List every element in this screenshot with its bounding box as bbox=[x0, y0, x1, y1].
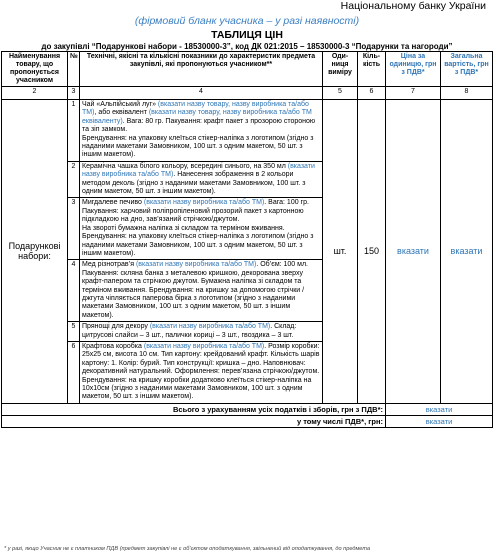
placeholder-hint: (вказати назву виробника та/або ТМ) bbox=[135, 261, 257, 269]
price-table bbox=[1, 51, 493, 428]
total-value: вказати bbox=[386, 403, 493, 415]
spec-text: . Вага: 100 гр. Пакування: харчовий поліпропіленовий прозорий пакет з картонною підкладкою на дно, зав’язаний стрічкою/джутом. bbox=[82, 199, 309, 224]
column-number-row bbox=[2, 87, 493, 100]
placeholder-hint: (вказати назву товару, назву виробника та/або ТМ еквіваленту) bbox=[82, 109, 312, 125]
addressee: Національному банку України bbox=[340, 0, 486, 12]
col-header-price: Ціна за одиницю, грн з ПДВ* bbox=[386, 52, 441, 87]
item-number: 5 bbox=[68, 322, 80, 342]
col-number: 8 bbox=[441, 87, 493, 100]
col-number: 3 bbox=[68, 87, 80, 100]
price-cell: вказати bbox=[386, 100, 441, 404]
vat-row bbox=[2, 415, 493, 427]
spec-text: Мед різнотрав’я bbox=[82, 261, 136, 269]
col-header-name: Найменування товару, що пропонується учасником bbox=[2, 52, 68, 87]
spec-text: Мигдалеве печиво bbox=[82, 199, 144, 207]
item-row bbox=[2, 100, 493, 162]
col-header-total: Загальна вартість, грн з ПДВ* bbox=[441, 52, 493, 87]
col-header-specs: Технічні, якісні та кількісні показники до характеристик предмета закупівлі, які пропонуються учасником** bbox=[80, 52, 323, 87]
col-number: 5 bbox=[323, 87, 358, 100]
spec-text: . Склад: цитрусові слайси – 3 шт., палички кориці – 3 шт., гвоздика – 3 шт. bbox=[82, 323, 297, 339]
total-row bbox=[2, 403, 493, 415]
item-description bbox=[80, 100, 323, 162]
spec-text: . Нанесення зображення в 2 кольори методом деколь (згідно з наданими макетами Замовником, 100 шт. з одним макетом, 50 шт. з іншим макетом). bbox=[82, 171, 306, 196]
item-description bbox=[80, 161, 323, 198]
item-number: 6 bbox=[68, 341, 80, 403]
placeholder-hint: (вказати назву виробника та/або ТМ) bbox=[143, 199, 265, 207]
document-title: ТАБЛИЦЯ ЦІН bbox=[211, 29, 283, 41]
col-header-unit: Оди-ниця виміру bbox=[323, 52, 358, 87]
vat-label: у тому числі ПДВ*, грн: bbox=[2, 415, 386, 427]
col-number: 6 bbox=[358, 87, 386, 100]
placeholder-hint: (вказати назву виробника та/або ТМ) bbox=[149, 323, 271, 331]
spec-text: . Розмір коробки: 25х25 см, висота 10 см. Тип картону: крейдований крафт. Кількість шарів картону: 1. Колір: бурий. Тип конструкції: кришка – дно. Наповнювач: декоративний натуральний. Оформлення: перев’язана стрічкою/джутом. Брендування: на кришку коробки додатково клеїться стікер-наліпка на 10х10см (згідно з наданими макетами Замовником, 100 шт. з одним макетом, 50 шт. з іншим макетом). bbox=[82, 342, 320, 401]
col-header-no: № bbox=[68, 52, 80, 87]
spec-text: Брендування: на упаковку клеїться стікер-наліпка з логотипом (згідно з наданими макетами Замовником, 100 шт. з одним макетом, 50 шт. з іншим макетом). bbox=[82, 134, 314, 159]
total-label: Всього з урахуванням усіх податків і зборів, грн з ПДВ*: bbox=[2, 403, 386, 415]
item-description bbox=[80, 260, 323, 322]
letterhead-note: (фірмовий бланк учасника – у разі наявності) bbox=[134, 15, 360, 27]
spec-text: Крафтова коробка bbox=[82, 342, 144, 350]
col-number: 7 bbox=[386, 87, 441, 100]
item-number: 1 bbox=[68, 100, 80, 162]
item-number: 3 bbox=[68, 198, 80, 260]
placeholder-hint: (вказати назву товару, назву виробника та/або ТМ) bbox=[82, 101, 309, 117]
spec-text: . Об’єм: 100 мл. Пакування: скляна банка з металевою кришкою, декорована зверху крафт-папером та стрічкою джутом. Бумажна наліпка зі складом та терміном вживання. Брендування: на кришку за допомогою стрічки /джгута чіпляється паперова бірка з логотипом (згідно з наданими макетами Замовником, 100 шт. з одним макетом, 50 шт. з іншим макетом). bbox=[82, 261, 308, 319]
procurement-line: до закупівлі “Подарункові набори - 18530000-3”, код ДК 021:2015 – 18530000-3 “Подарунки та нагороди” bbox=[41, 42, 453, 51]
item-description bbox=[80, 198, 323, 260]
spec-text: . Вага: 80 гр. Пакування: крафт пакет з прозорою стороною та зіп замком. bbox=[82, 117, 316, 134]
spec-text: На звороті бумажна наліпка зі складом та терміном вживання. Брендування: на упаковку клеїться стікер-наліпка з логотипом (згідно з наданими макетами Замовником, 100 шт. з одним макетом, 50 шт. з іншим макетом). bbox=[82, 224, 314, 257]
spec-text: , або еквівалент bbox=[94, 109, 149, 117]
placeholder-hint: (вказати назву виробника та/або ТМ) bbox=[82, 162, 315, 179]
product-name: Подарункові набори: bbox=[2, 100, 68, 404]
spec-text: Чай «Альпійський луг» bbox=[82, 101, 158, 108]
spec-text: Прянощі для декору bbox=[82, 323, 150, 331]
item-number: 4 bbox=[68, 260, 80, 322]
spec-text: Керамічна чашка білого кольору, всередині синього, на 350 мл bbox=[82, 162, 288, 170]
total-cell: вказати bbox=[441, 100, 493, 404]
col-number: 4 bbox=[80, 87, 323, 100]
unit-cell: шт. bbox=[323, 100, 358, 404]
item-number: 2 bbox=[68, 161, 80, 198]
quantity-cell: 150 bbox=[358, 100, 386, 404]
col-header-qty: Кіль-кість bbox=[358, 52, 386, 87]
header-row bbox=[2, 52, 493, 87]
item-description bbox=[80, 322, 323, 342]
footnote: * у разі, якщо Учасник не є платником ПДВ (предмет закупівлі не є об’єктом оподаткування, звільнений від оподаткування, до предмета bbox=[4, 546, 371, 552]
vat-value: вказати bbox=[386, 415, 493, 427]
item-description bbox=[80, 341, 323, 403]
placeholder-hint: (вказати назву виробника та/або ТМ) bbox=[143, 342, 265, 350]
col-number: 2 bbox=[2, 87, 68, 100]
